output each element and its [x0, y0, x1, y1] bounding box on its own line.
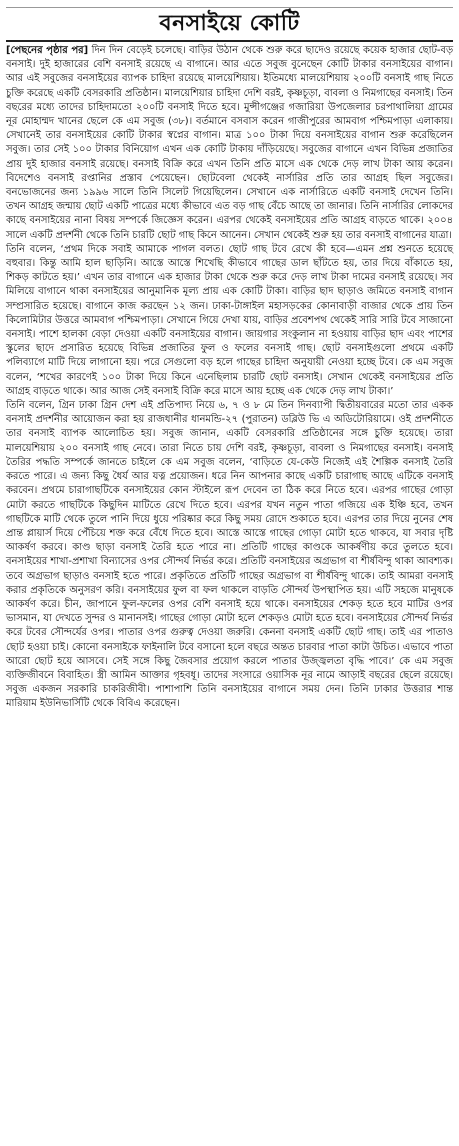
article-paragraph [6, 243, 453, 399]
paragraph-text: দিন দিন বেড়েই চলেছে। বাড়ির উঠান থেকে শুরু করে ছাদেও রয়েছে কয়েক হাজার ছোট-বড় বনসাই। দুই হাজারের বেশি বনসাই রয়েছে এ বাগানে। আর এতে সবুজ বুনেছেন কোটি টাকার বনসাইয়ের বাগান। আর এই সবুজের বনসাইয়ের ব্যাপক চাহিদা রয়েছে মালয়েশিয়ায়। ইতিমধ্যে মালয়েশিয়ায় ২০০টি বনসাই গাছ নিতে চুক্তি করেছে একটি বেসরকারি প্রতিষ্ঠান। মালয়েশিয়ার চাহিদা দেশি বরই, কৃষ্ণচূড়া, বাবলা ও নিমগাছের বনসাই। তিন বছরের মধ্যে তাদের চাহিদামতো ২০০টি বনসাই দিতে হবে। মুন্সীগঞ্জের গজারিয়া উপজেলার চরপাথালিয়া গ্রামের নূর মোহাম্মদ খানের ছেলে কে এম সবুজ (৩৮)। বর্তমানে বসবাস করেন গাজীপুরের আমবাগ পশ্চিমপাড়া এলাকায়। সেখানেই তার বনসাইয়ের কোটি টাকার স্বপ্নের বাগান। মাত্র ১০০ টাকা দিয়ে বনসাইয়ের বাগান শুরু করেছিলেন সবুজ। তার সেই ১০০ টাকার বিনিয়োগ এখন এক কোটি টাকায় দাঁড়িয়েছে। সবুজের বাগানে এখন বিভিন্ন প্রজাতির প্রায় দুই হাজার বনসাই রয়েছে। বনসাই বিক্রি করে এখন তিনি প্রতি মাসে এক থেকে দেড় লাখ টাকা আয় করেন। বিদেশেও বনসাই রপ্তানির প্রস্তাব পেয়েছেন। ছোটবেলা থেকেই নার্সারির প্রতি তার আগ্রহ ছিল সবুজের। বনভোজনের জন্য ১৯৯৬ সালে তিনি সিলেট গিয়েছিলেন। সেখানে এক নার্সারিতে একটি বনসাই দেখেন তিনি। তখন আগ্রহ জন্মায় ছোট একটি পাত্রের মধ্যে কীভাবে এত বড় গাছ বেঁচে আছে তা জানার। তিনি নার্সারির লোকদের কাছে বনসাইয়ের নানা বিষয় সম্পর্কে জিজ্ঞেস করেন। এরপর থেকেই বনসাইয়ের প্রতি আগ্রহ বাড়তে থাকে। ২০০৪ সালে একটি প্রদর্শনী থেকে তিনি চারটি ছোট গাছ কিনে আনেন। সেখান থেকেই শুরু হয় তার বনসাই বাগানের যাত্রা। [6, 45, 454, 241]
article-headline: বনসাইয়ে কোটি [159, 11, 300, 36]
paragraph-text: তিনি বলেন, গ্রিন ঢাকা গ্রিন দেশ এই প্রতিপাদ্য নিয়ে ৬, ৭ ও ৮ মে তিন দিনব্যাপী দ্বিতীয়বারের মতো তার একক বনসাই প্রদর্শনীর আয়োজন করা হয় রাজধানীর ধানমন্ডি-২৭ (পুরাতন) ডব্লিউ ভি এ অডিটোরিয়ামে। ওই প্রদর্শনীতে তার বনসাই ব্যাপক আলোচিত হয়। সবুজ জানান, একটি বেসরকারি প্রতিষ্ঠানের সঙ্গে চুক্তি হয়েছে। তারা মালয়েশিয়ায় ২০০ বনসাই গাছ নেবে। তারা নিতে চায় দেশি বরই, কৃষ্ণচূড়া, বাবলা ও নিমগাছের বনসাই। বনসাই তৈরির পদ্ধতি সম্পর্কে জানতে চাইলে কে এম সবুজ বলেন, ‘বাড়িতে যে-কেউ নিজেই এই শৈল্পিক বনসাই তৈরি করতে পারে। এ জন্য কিছু ধৈর্য আর যত্ন প্রয়োজন। ধরে নিন আপনার কাছে একটি চারাগাছ আছে এটিকে বনসাই করবেন। প্রথমে চারাগাছটিকে বনসাইয়ের কোন স্টাইলে রূপ দেবেন তা ঠিক করে নিতে হবে। এরপর গাছের গোড়া মোটা করতে গাছটিকে কিছুদিন মাটিতে রেখে দিতে হবে। এরপর যখন নতুন পাতা গজিয়ে এক ইঞ্চি হবে, তখন গাছটিকে মাটি থেকে তুলে পানি দিয়ে ধুয়ে পরিষ্কার করে কিছু সময় রোদে শুকাতে হবে। এরপর তার দিয়ে নুনের শেষ প্রান্ত প্লায়ার্স দিয়ে পেঁচিয়ে শক্ত করে বেঁধে দিতে হবে। আস্তে আস্তে গাছের গোড়া মোটা হতে থাকবে, যা সবার দৃষ্টি আকর্ষণ করবে। কাণ্ড ছাড়া বনসাই তৈরি হতে পারে না। প্রতিটি গাছের কাণ্ডকে আকর্ষণীয় করে তুলতে হবে। বনসাইয়ের শাখা-প্রশাখা বিন্যাসের ওপর সৌন্দর্য নির্ভর করে। প্রতিটি বনসাইয়ের অগ্রভাগ বা শীর্ষবিন্দু থাকা আবশ্যক। তবে অগ্রভাগ ছাড়াও বনসাই হতে পারে। প্রকৃতিতে প্রতিটি গাছের অগ্রভাগ বা শীর্ষবিন্দু থাকে। তাই আমরা বনসাই করার প্রকৃতিকে অনুসরণ করি। বনসাইয়ের ফুল বা ফল থাকলে বাড়তি সৌন্দর্য উপস্থাপিত হয়। এটি সহজে মানুষকে আকর্ষণ করে। চীন, জাপানে ফুল-ফলের ওপর বেশি বনসাই হয়ে থাকে। বনসাইয়ের শেকড় হতে হবে মাটির ওপর ভাসমান, যা দেখতে সুন্দর ও মানানসই। গাছের গোড়া মোটা হলে শেকড়ও মোটা হতে হবে। বনসাইয়ের সৌন্দর্য নির্ভর করে টবের সৌন্দর্যের ওপর। পাতার ওপর গুরুত্ব দেওয়া জরুরি। কেননা বনসাই একটি ছোট গাছ। তাই এর পাতাও ছোট হওয়া চাই। কোনো বনসাইকে ফাইনালি টবে বসানো হলে বছরে অন্তত চারবার পাতা কাটা উচিত। এভাবে পাতা আরো ছোট হয়ে আসবে। সেই সঙ্গে কিছু জৈবসার প্রয়োগ করলে পাতার উজ্জ্বলতা বৃদ্ধি পাবে।’ কে এম সবুজ ব্যক্তিজীবনে বিবাহিত। স্ত্রী আমিন আক্তার গৃহবধূ। তাদের সংসারে ওয়াসিক নূর নামে আড়াই বছরের ছেলে রয়েছে। সবুজ একজন সরকারি চাকরিজীবী। পাশাপাশি তিনি বনসাইয়ের বাগানে সময় দেন। তিনি ঢাকার উত্তরার শান্ত মারিয়াম ইউনিভার্সিটি থেকে বিবিএ করেছেন। [6, 400, 453, 710]
previous-article-edge [6, 0, 453, 8]
article-body [6, 40, 453, 712]
article-paragraph [6, 44, 453, 243]
article-paragraph [6, 399, 453, 711]
continued-label: [পেছনের পৃষ্ঠার পর] [6, 45, 89, 56]
paragraph-text: তিনি বলেন, ‘প্রথম দিকে সবাই আমাকে পাগল বলত। ছোট গাছ টবে রেখে কী হবে—এমন প্রশ্ন শুনতে হয়েছে বহুবার। কিন্তু আমি হাল ছাড়িনি। আস্তে আস্তে শিখেছি কীভাবে গাছের ডাল ছাঁটতে হয়, তার দিয়ে বাঁকাতে হয়, শিকড় কাটতে হয়।’ এখন তার বাগানে এক হাজার টাকা থেকে শুরু করে দেড় লাখ টাকা দামের বনসাই রয়েছে। সব মিলিয়ে বাগানে থাকা বনসাইয়ের আনুমানিক মূল্য প্রায় এক কোটি টাকা। বাড়ির ছাদ ছাড়াও জমিতে বনসাই বাগান সম্প্রসারিত হয়েছে। বাগানে কাজ করছেন ১২ জন। ঢাকা-টাঙ্গাইল মহাসড়কের কোনাবাড়ী বাজার থেকে প্রায় তিন কিলোমিটার উত্তরে আমবাগ পশ্চিমপাড়া। সেখানে গিয়ে দেখা যায়, বাড়ির প্রবেশপথ থেকেই সারি সারি টবে সাজানো বনসাই। পাশে হালকা বেড়া দেওয়া একটি বনসাইয়ের বাগান। জায়গার সংকুলান না হওয়ায় বাড়ির ছাদ এবং পাশের স্কুলের ছাদে প্রসারিত হয়েছে বিভিন্ন প্রজাতির ফুল ও ফলের বনসাই গাছ। ছোট বনসাইগুলো প্রথমে একটি পলিব্যাগে মাটি দিয়ে লাগানো হয়। পরে সেগুলো বড় হলে গাছের চাহিদা অনুযায়ী নেওয়া হচ্ছে টবে। কে এম সবুজ বলেন, ‘শখের কারণেই ১০০ টাকা দিয়ে কিনে এনেছিলাম চারটি ছোট বনসাই। সেখান থেকেই বনসাইয়ের প্রতি আগ্রহ বাড়তে থাকে। আর আজ সেই বনসাই বিক্রি করে মাসে আয় হচ্ছে এক থেকে দেড় লাখ টাকা।’ [6, 243, 453, 397]
